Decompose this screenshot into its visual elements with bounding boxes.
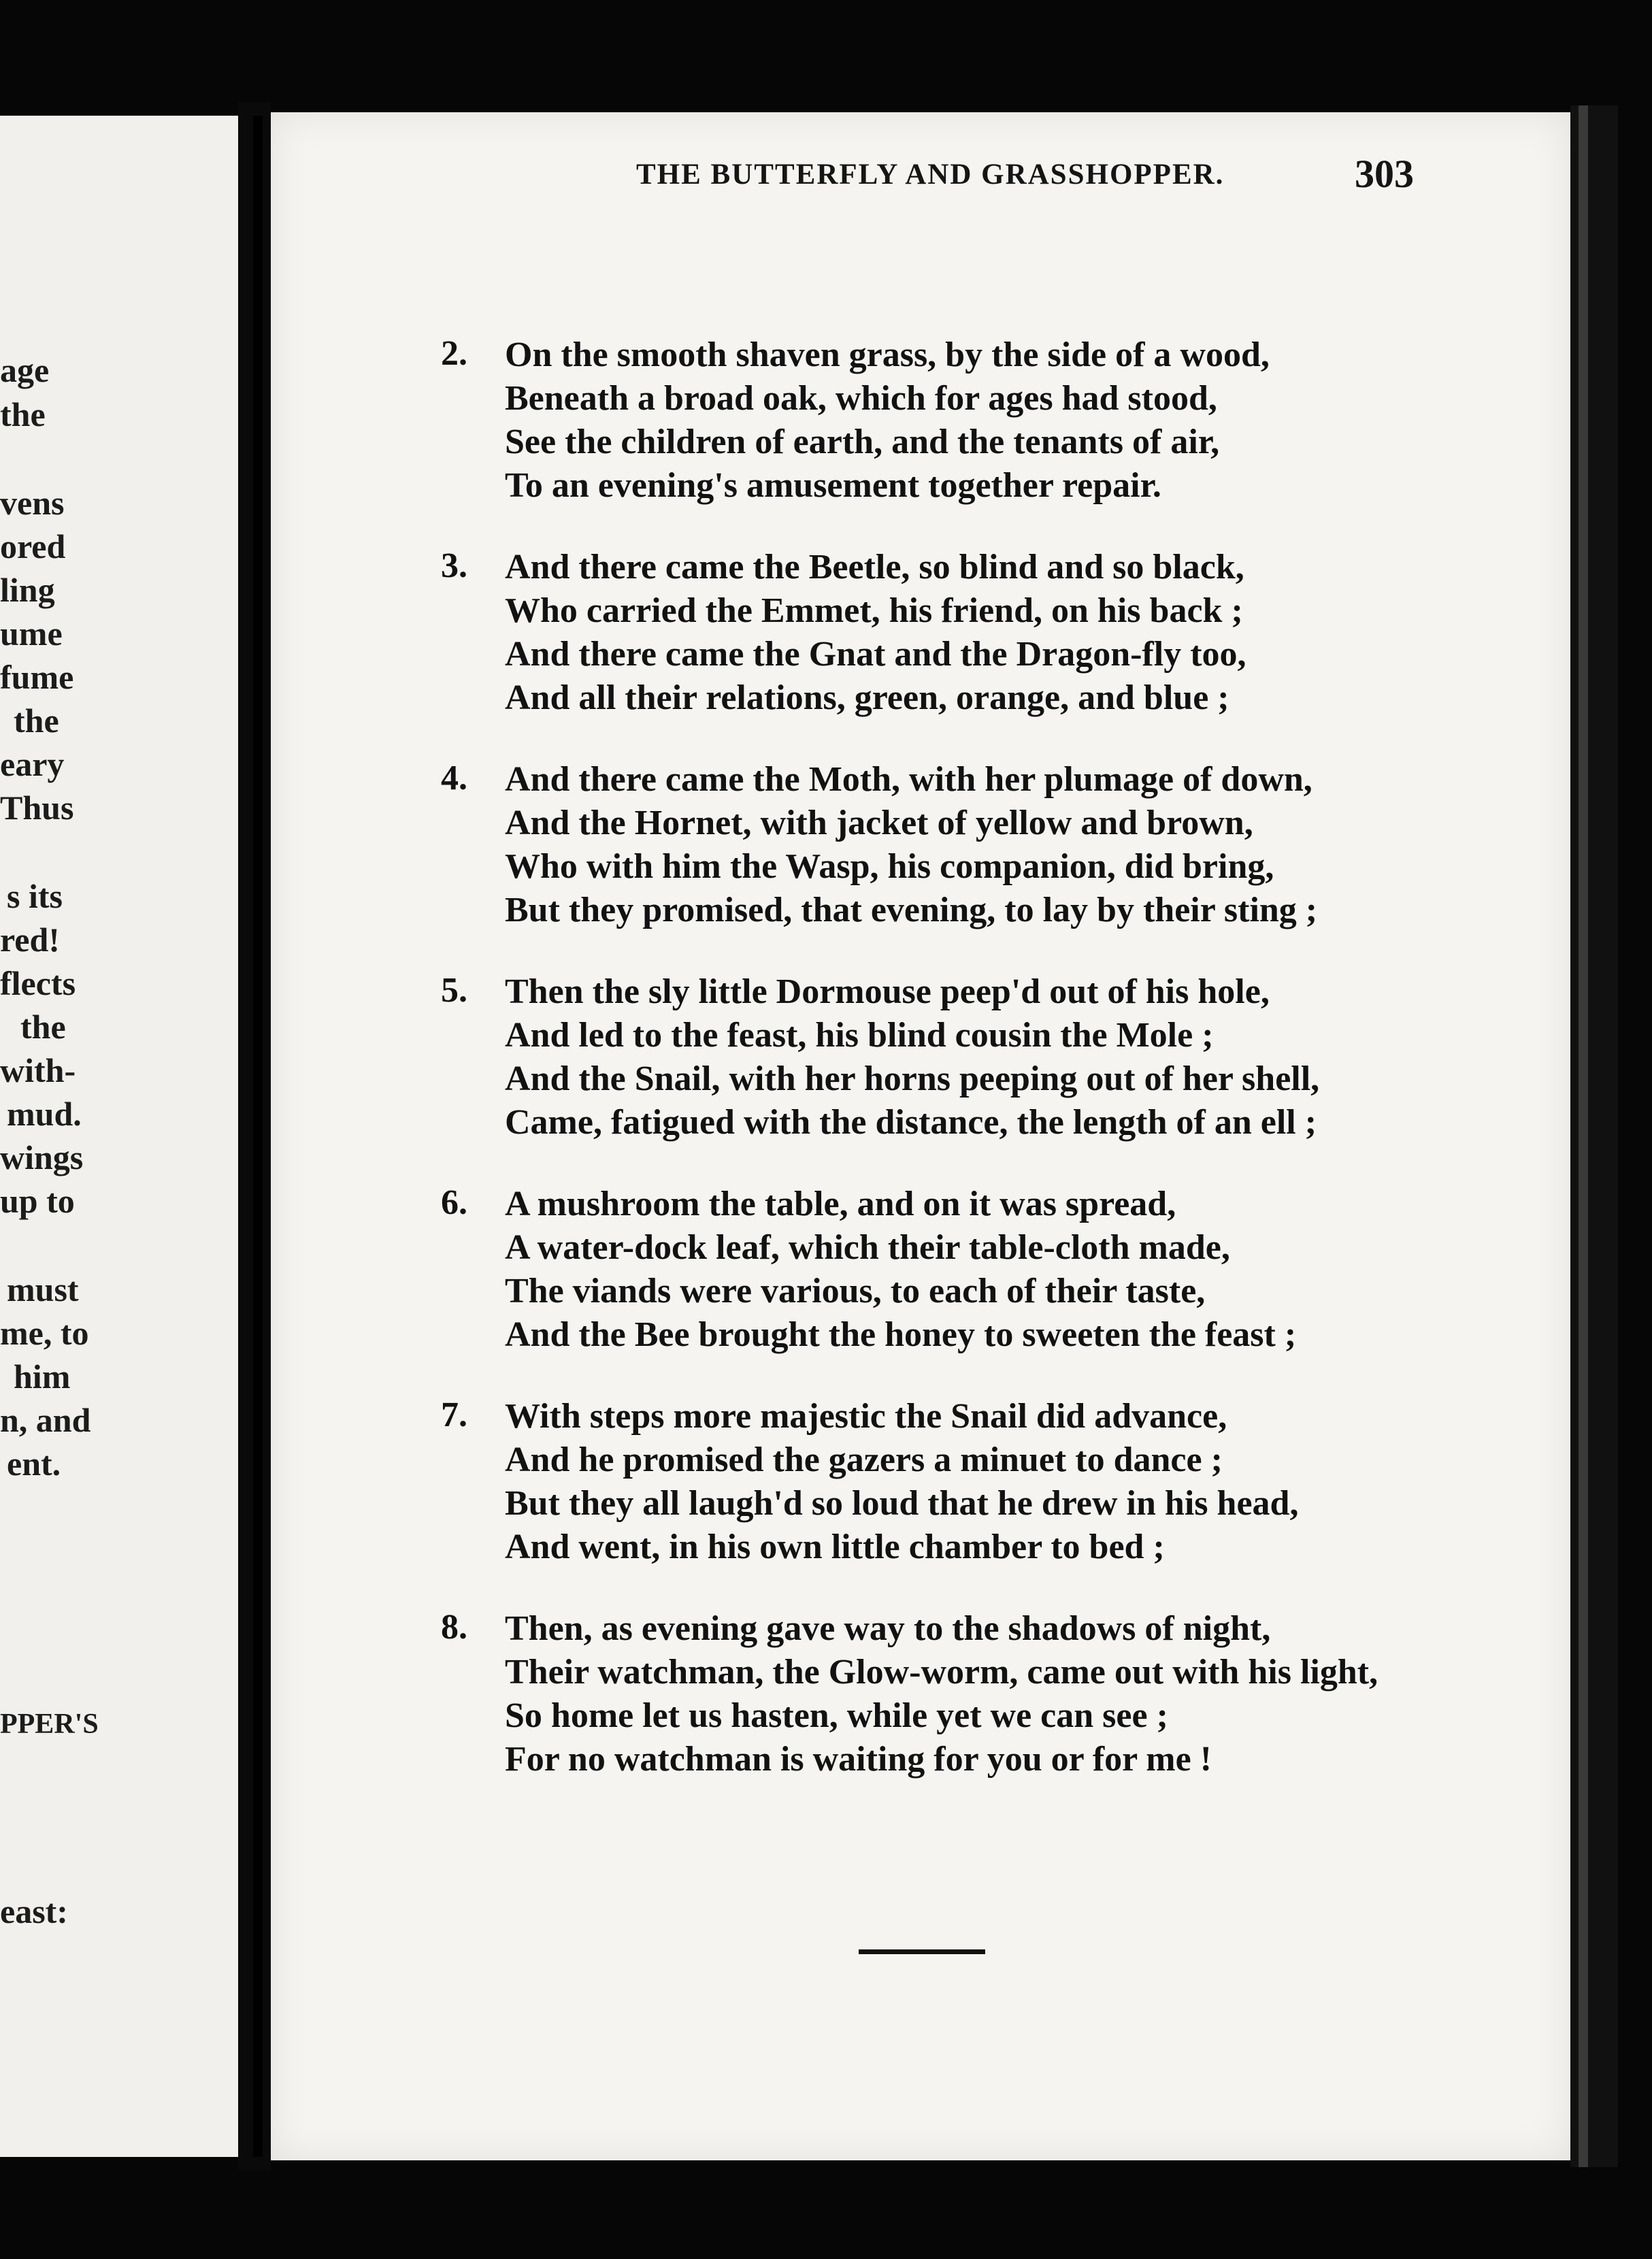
left-fragment: PPER'S [0, 1709, 99, 1740]
stanza-2 [442, 333, 1395, 508]
poem-line: For no watchman is waiting for you or for me ! [505, 1740, 1212, 1779]
poem-line: Beneath a broad oak, which for ages had stood, [505, 379, 1217, 418]
left-fragment: must [7, 1270, 79, 1308]
stanza-number: 6. [441, 1183, 467, 1222]
stanza-5 [442, 970, 1395, 1144]
left-fragment: n, and [0, 1401, 91, 1439]
left-fragment: s its [7, 877, 63, 915]
stanza-number: 7. [441, 1396, 467, 1434]
poem-line: A mushroom the table, and on it was spread, [505, 1185, 1176, 1223]
page-right-edge [1570, 105, 1618, 2167]
poem-line: To an evening's amusement together repair. [505, 466, 1161, 505]
left-fragment: ent. [7, 1445, 61, 1483]
stanza-6 [442, 1183, 1395, 1357]
poem-line: But they promised, that evening, to lay by their sting ; [505, 891, 1318, 929]
running-title: THE BUTTERFLY AND GRASSHOPPER. [636, 159, 1225, 191]
poem-line: And there came the Beetle, so blind and so black, [505, 548, 1244, 587]
left-fragment: mud. [7, 1095, 82, 1133]
poem-line: The viands were various, to each of their taste, [505, 1272, 1206, 1310]
left-fragment: ume [0, 614, 63, 653]
poem-line: And led to the feast, his blind cousin the Mole ; [505, 1016, 1214, 1055]
stanza-4 [442, 758, 1395, 932]
left-fragment: vens [0, 484, 65, 522]
previous-page-edge [0, 116, 238, 2157]
poem [442, 333, 1395, 1819]
stanza-number: 3. [441, 546, 467, 585]
stanza-7 [442, 1395, 1395, 1569]
stanza-number: 8. [441, 1608, 467, 1647]
poem-line: Then, as evening gave way to the shadows of night, [505, 1609, 1271, 1648]
poem-line: And the Bee brought the honey to sweeten the feast ; [505, 1315, 1297, 1354]
left-fragment: red! [0, 921, 60, 959]
poem-line: But they all laugh'd so loud that he drew in his head, [505, 1484, 1299, 1523]
poem-line: And the Hornet, with jacket of yellow and brown, [505, 804, 1253, 842]
poem-line: And the Snail, with her horns peeping out of her shell, [505, 1059, 1320, 1098]
poem-line: On the smooth shaven grass, by the side of a wood, [505, 335, 1270, 374]
left-fragment: the [20, 1008, 66, 1046]
poem-line: With steps more majestic the Snail did advance, [505, 1397, 1227, 1436]
poem-line: A water-dock leaf, which their table-cloth made, [505, 1228, 1230, 1267]
page-number: 303 [1355, 152, 1414, 196]
stanza-number: 4. [441, 759, 467, 797]
page-header [366, 152, 1414, 211]
left-fragment: him [14, 1357, 71, 1396]
poem-line: Who with him the Wasp, his companion, did bring, [505, 847, 1274, 886]
left-fragment: the [14, 702, 59, 740]
left-fragment: the [0, 395, 46, 433]
gutter-binding-line [253, 116, 263, 2157]
poem-line: So home let us hasten, while yet we can see ; [505, 1696, 1168, 1735]
poem-line: See the children of earth, and the tenants of air, [505, 423, 1220, 461]
left-fragment: flects [0, 964, 76, 1002]
left-fragment: me, to [0, 1314, 89, 1352]
left-fragment: up to [0, 1182, 75, 1220]
stanza-8 [442, 1607, 1395, 1781]
end-rule [859, 1949, 985, 1954]
stanza-3 [442, 546, 1395, 720]
poem-line: Then the sly little Dormouse peep'd out of his hole, [505, 972, 1270, 1011]
stanza-number: 2. [441, 334, 467, 373]
left-fragment: fume [0, 658, 74, 696]
left-fragment: with- [0, 1051, 76, 1089]
poem-line: Came, fatigued with the distance, the length of an ell ; [505, 1103, 1317, 1142]
poem-line: And there came the Moth, with her plumage of down, [505, 760, 1312, 799]
left-fragment: age [0, 351, 50, 389]
poem-line: And all their relations, green, orange, and blue ; [505, 678, 1229, 717]
poem-line: And there came the Gnat and the Dragon-fly too, [505, 635, 1246, 674]
stanza-number: 5. [441, 971, 467, 1010]
left-fragment: Thus [0, 789, 74, 827]
left-fragment: eary [0, 745, 65, 783]
poem-line: Who carried the Emmet, his friend, on his back ; [505, 591, 1243, 630]
left-fragment: east: [0, 1892, 68, 1930]
poem-line: Their watchman, the Glow-worm, came out with his light, [505, 1653, 1378, 1692]
left-fragment: ored [0, 527, 66, 565]
poem-line: And went, in his own little chamber to bed ; [505, 1528, 1165, 1566]
left-fragment: ling [0, 571, 55, 609]
poem-line: And he promised the gazers a minuet to dance ; [505, 1440, 1223, 1479]
left-fragment: wings [0, 1138, 84, 1176]
